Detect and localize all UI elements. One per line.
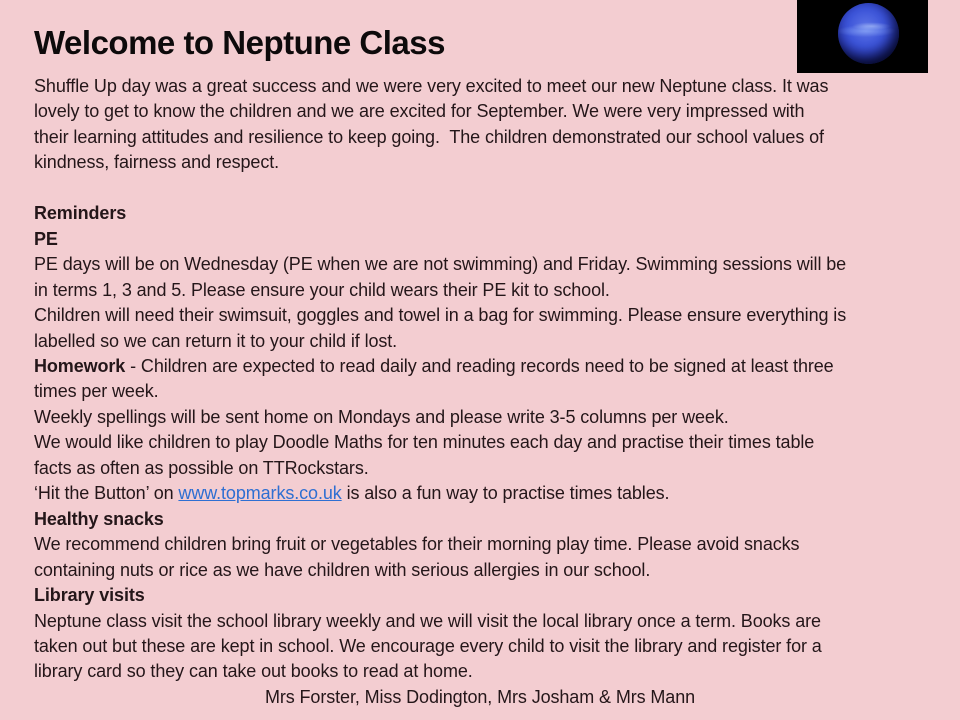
text-line [34, 354, 926, 379]
text-line [34, 201, 926, 226]
text-line [34, 583, 926, 608]
text-line [34, 150, 926, 175]
text-line [34, 99, 926, 124]
text-line [34, 481, 926, 506]
text-line [34, 558, 926, 583]
text-line [34, 329, 926, 354]
text-line [34, 532, 926, 557]
neptune-planet-image [838, 3, 899, 64]
text-segment: We recommend children bring fruit or vegetables for their morning play time. Please avoid snacks [34, 534, 800, 555]
text-segment: We would like children to play Doodle Maths for ten minutes each day and practise their times table [34, 432, 815, 453]
text-line [34, 430, 926, 455]
text-segment: ‘Hit the Button’ on [34, 483, 179, 504]
text-segment: containing nuts or rice as we have children with serious allergies in our school. [34, 559, 651, 580]
text-segment: labelled so we can return it to your child if lost. [34, 330, 398, 351]
text-segment: taken out but these are kept in school. We encourage every child to visit the library and register for a [34, 635, 822, 656]
text-line [34, 303, 926, 328]
text-segment: in terms 1, 3 and 5. Please ensure your child wears their PE kit to school. [34, 279, 610, 300]
blank-line [34, 176, 926, 201]
text-line [34, 227, 926, 252]
text-line [34, 685, 926, 710]
newsletter-body [34, 74, 926, 710]
text-segment: Neptune class visit the school library weekly and we will visit the local library once a term. Books are [34, 610, 821, 631]
text-segment: Weekly spellings will be sent home on Mondays and please write 3-5 columns per week. [34, 406, 729, 427]
text-segment: times per week. [34, 381, 159, 402]
text-line [34, 379, 926, 404]
text-segment: is also a fun way to practise times tables. [341, 483, 670, 504]
text-segment: Mrs Forster, Miss Dodington, Mrs Josham & Mrs Mann [264, 686, 696, 707]
section-heading-text: Healthy snacks [34, 508, 164, 529]
text-line [34, 634, 926, 659]
text-line [34, 405, 926, 430]
text-segment: - Children are expected to read daily and reading records need to be signed at least three [125, 355, 834, 376]
text-segment: library card so they can take out books to read at home. [34, 661, 473, 682]
text-line [34, 507, 926, 532]
section-heading-text: PE [34, 228, 58, 249]
text-segment: kindness, fairness and respect. [34, 152, 280, 173]
text-segment: lovely to get to know the children and we are excited for September. We were very impressed with [34, 101, 805, 122]
text-line [34, 278, 926, 303]
text-line [34, 125, 926, 150]
text-segment: PE days will be on Wednesday (PE when we are not swimming) and Friday. Swimming sessions will be [34, 254, 847, 275]
section-heading-text: Reminders [34, 203, 127, 224]
topmarks-link[interactable]: www.topmarks.co.uk [178, 483, 342, 504]
section-heading-text: Library visits [34, 585, 145, 606]
neptune-photo [797, 0, 928, 73]
text-line [34, 609, 926, 634]
text-segment: their learning attitudes and resilience to keep going. The children demonstrated our school values of [34, 126, 824, 147]
text-segment: Shuffle Up day was a great success and we were very excited to meet our new Neptune class. It was [34, 76, 829, 96]
text-line [34, 659, 926, 684]
text-segment: Children will need their swimsuit, goggles and towel in a bag for swimming. Please ensure everything is [34, 305, 847, 326]
text-line [34, 252, 926, 277]
section-heading-text: Homework [34, 355, 126, 376]
page-title: Welcome to Neptune Class [34, 24, 445, 61]
text-line [34, 74, 926, 99]
text-segment: facts as often as possible on TTRockstars. [34, 457, 369, 478]
text-line [34, 456, 926, 481]
